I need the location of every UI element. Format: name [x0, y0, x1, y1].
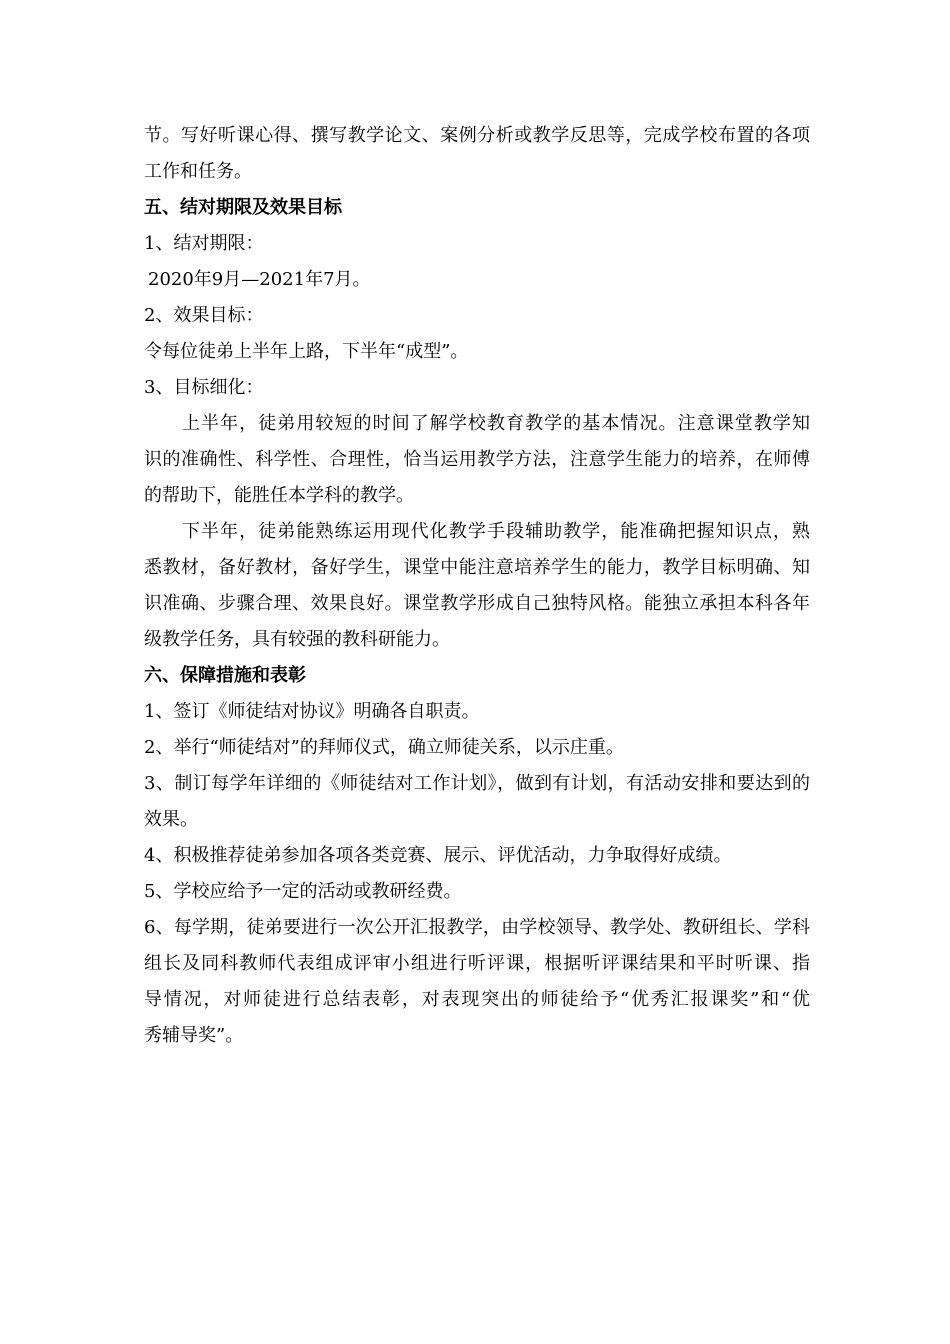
list-item: 4、积极推荐徒弟参加各项各类竞赛、展示、评优活动，力争取得好成绩。	[144, 845, 732, 866]
list-item-continuation: 导情况，对师徒进行总结表彰，对表现突出的师徒给予“优秀汇报课奖”和“优	[144, 989, 810, 1010]
list-item: 2、效果目标：	[144, 305, 264, 326]
body-text-line: 级教学任务，具有较强的教科研能力。	[144, 629, 450, 650]
list-item: 1、签订《师徒结对协议》明确各自职责。	[144, 701, 480, 722]
body-text-line: 识准确、步骤合理、效果良好。课堂教学形成自己独特风格。能独立承担本科各年	[144, 593, 810, 614]
list-item: 2、举行“师徒结对”的拜师仪式，确立师徒关系，以示庄重。	[144, 737, 624, 758]
date-range: 2020年9月—2021年7月。	[148, 269, 371, 290]
list-item: 3、制订每学年详细的《师徒结对工作计划》，做到有计划，有活动安排和要达到的	[144, 773, 810, 794]
list-item: 1、结对期限：	[144, 233, 264, 254]
list-item: 5、学校应给予一定的活动或教研经费。	[144, 881, 462, 902]
body-text-line: 节。写好听课心得、撰写教学论文、案例分析或教学反思等，完成学校布置的各项	[144, 125, 810, 146]
paragraph-first-half-year: 上半年，徒弟用较短的时间了解学校教育教学的基本情况。注意课堂教学知	[182, 413, 810, 434]
section-heading-5: 五、结对期限及效果目标	[144, 197, 342, 218]
list-item-continuation: 效果。	[144, 809, 198, 830]
section-heading-6: 六、保障措施和表彰	[144, 665, 306, 686]
paragraph-second-half-year: 下半年，徒弟能熟练运用现代化教学手段辅助教学，能准确把握知识点，熟	[182, 521, 810, 542]
list-item: 6、每学期，徒弟要进行一次公开汇报教学，由学校领导、教学处、教研组长、学科	[144, 917, 810, 938]
document-page	[144, 118, 810, 1054]
body-text-line: 识的准确性、科学性、合理性，恰当运用教学方法，注意学生能力的培养，在师傅	[144, 449, 810, 470]
list-item-continuation: 秀辅导奖”。	[144, 1025, 244, 1046]
list-item-continuation: 组长及同科教师代表组成评审小组进行听评课，根据听评课结果和平时听课、指	[144, 953, 810, 974]
body-text-line: 工作和任务。	[144, 161, 252, 182]
body-text-line: 悉教材，备好教材，备好学生，课堂中能注意培养学生的能力，教学目标明确、知	[144, 557, 810, 578]
list-item: 3、目标细化：	[144, 377, 264, 398]
body-text-line: 令每位徒弟上半年上路，下半年“成型”。	[144, 341, 469, 362]
body-text-line: 的帮助下，能胜任本学科的教学。	[144, 485, 414, 506]
